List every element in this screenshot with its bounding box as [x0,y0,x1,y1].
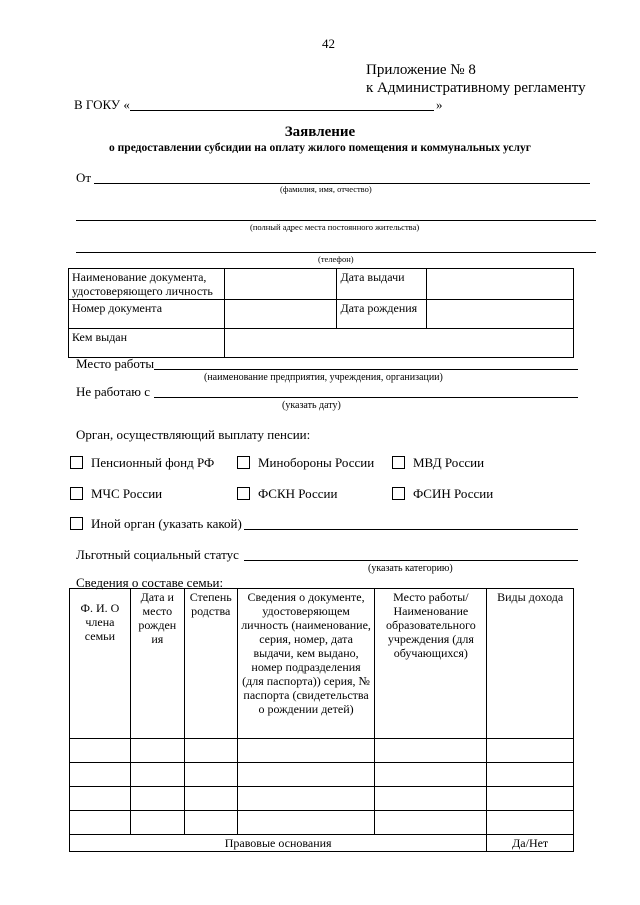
option-fskn: ФСКН России [258,486,338,501]
option-mod: Минобороны России [258,455,375,470]
issue-date-field[interactable] [427,269,574,300]
header-relation: Степень родства [184,589,237,739]
doc-number-label: Номер документа [69,300,225,329]
header-name: Ф. И. О члена семьи [70,589,131,739]
table-cell[interactable] [487,811,574,835]
header-income: Виды дохода [487,589,574,739]
table-cell[interactable] [237,763,375,787]
table-cell[interactable] [130,811,184,835]
table-cell[interactable] [70,787,131,811]
option-fsin: ФСИН России [413,486,494,501]
table-cell[interactable] [487,739,574,763]
not-working-hint: (указать дату) [282,400,341,411]
option-mchs: МЧС России [91,486,163,501]
issued-by-label: Кем выдан [69,329,225,358]
table-cell[interactable] [487,787,574,811]
checkbox-fskn[interactable] [237,487,250,500]
table-row [70,787,574,811]
table-cell[interactable] [375,787,487,811]
issue-date-label: Дата выдачи [337,269,427,300]
table-cell[interactable] [184,811,237,835]
appendix-line2: к Административному регламенту [366,80,586,96]
table-cell[interactable] [70,811,131,835]
not-working-label: Не работаю с [76,384,150,399]
table-cell[interactable] [375,811,487,835]
page-number: 42 [322,36,335,51]
addressee-prefix: В ГОКУ « [74,97,130,112]
legal-basis-header: Правовые основания [70,835,487,852]
phone-line[interactable] [76,252,596,253]
social-status-line[interactable] [244,560,578,561]
checkbox-mvd[interactable] [392,456,405,469]
table-cell[interactable] [237,787,375,811]
other-body-line[interactable] [244,529,578,530]
table-cell[interactable] [130,763,184,787]
id-document-table [68,268,574,358]
table-cell[interactable] [237,811,375,835]
table-cell[interactable] [237,739,375,763]
header-work: Место работы/ Наименование образовательного учреждения (для обучающихся) [375,589,487,739]
hint-name: (фамилия, имя, отчество) [280,184,372,194]
hint-phone: (телефон) [318,254,354,264]
birth-date-label: Дата рождения [337,300,427,329]
addressee-line[interactable] [130,110,434,111]
table-cell[interactable] [184,787,237,811]
social-status-label: Льготный социальный статус [76,547,239,562]
option-pension-fund: Пенсионный фонд РФ [91,455,215,470]
pension-label: Орган, осуществляющий выплату пенсии: [76,427,311,442]
doc-name-field[interactable] [224,269,337,300]
work-line[interactable] [154,369,578,370]
doc-name-label: Наименование документа, удостоверяющего личность [69,269,225,300]
table-cell[interactable] [70,763,131,787]
table-cell[interactable] [375,739,487,763]
checkbox-other[interactable] [70,517,83,530]
from-label: От [76,170,92,185]
hint-address: (полный адрес места постоянного жительства) [250,222,420,232]
header-birth: Дата и место рожден ия [130,589,184,739]
doc-number-field[interactable] [224,300,337,329]
table-cell[interactable] [375,763,487,787]
table-row [70,763,574,787]
issued-by-field[interactable] [224,329,573,358]
addressee-suffix: » [436,97,443,112]
option-other: Иной орган (указать какой) [91,516,242,531]
table-cell[interactable] [130,739,184,763]
table-cell[interactable] [487,763,574,787]
work-label: Место работы [76,356,155,371]
family-label: Сведения о составе семьи: [76,575,224,590]
document-subtitle: о предоставлении субсидии на оплату жилого помещения и коммунальных услуг [109,142,531,154]
yes-no-header: Да/Нет [487,835,574,852]
table-row [70,811,574,835]
social-status-hint: (указать категорию) [368,563,453,574]
not-working-line[interactable] [154,397,578,398]
work-hint: (наименование предприятия, учреждения, организации) [204,372,443,383]
appendix-line1: Приложение № 8 [366,62,476,78]
family-table [69,588,574,852]
header-id-document: Сведения о документе, удостоверяющем личность (наименование, серия, номер, дата выдачи, кем выдано, номер подразделения (для паспорта)) серия, № паспорта (свидетельства о рождении детей) [237,589,375,739]
table-cell[interactable] [130,787,184,811]
birth-date-field[interactable] [427,300,574,329]
table-cell[interactable] [184,763,237,787]
table-cell[interactable] [184,739,237,763]
checkbox-mchs[interactable] [70,487,83,500]
option-mvd: МВД России [413,455,485,470]
checkbox-mod[interactable] [237,456,250,469]
checkbox-pension-fund[interactable] [70,456,83,469]
table-row [70,739,574,763]
document-title: Заявление [284,124,356,140]
table-cell[interactable] [70,739,131,763]
checkbox-fsin[interactable] [392,487,405,500]
address-line[interactable] [76,220,596,221]
